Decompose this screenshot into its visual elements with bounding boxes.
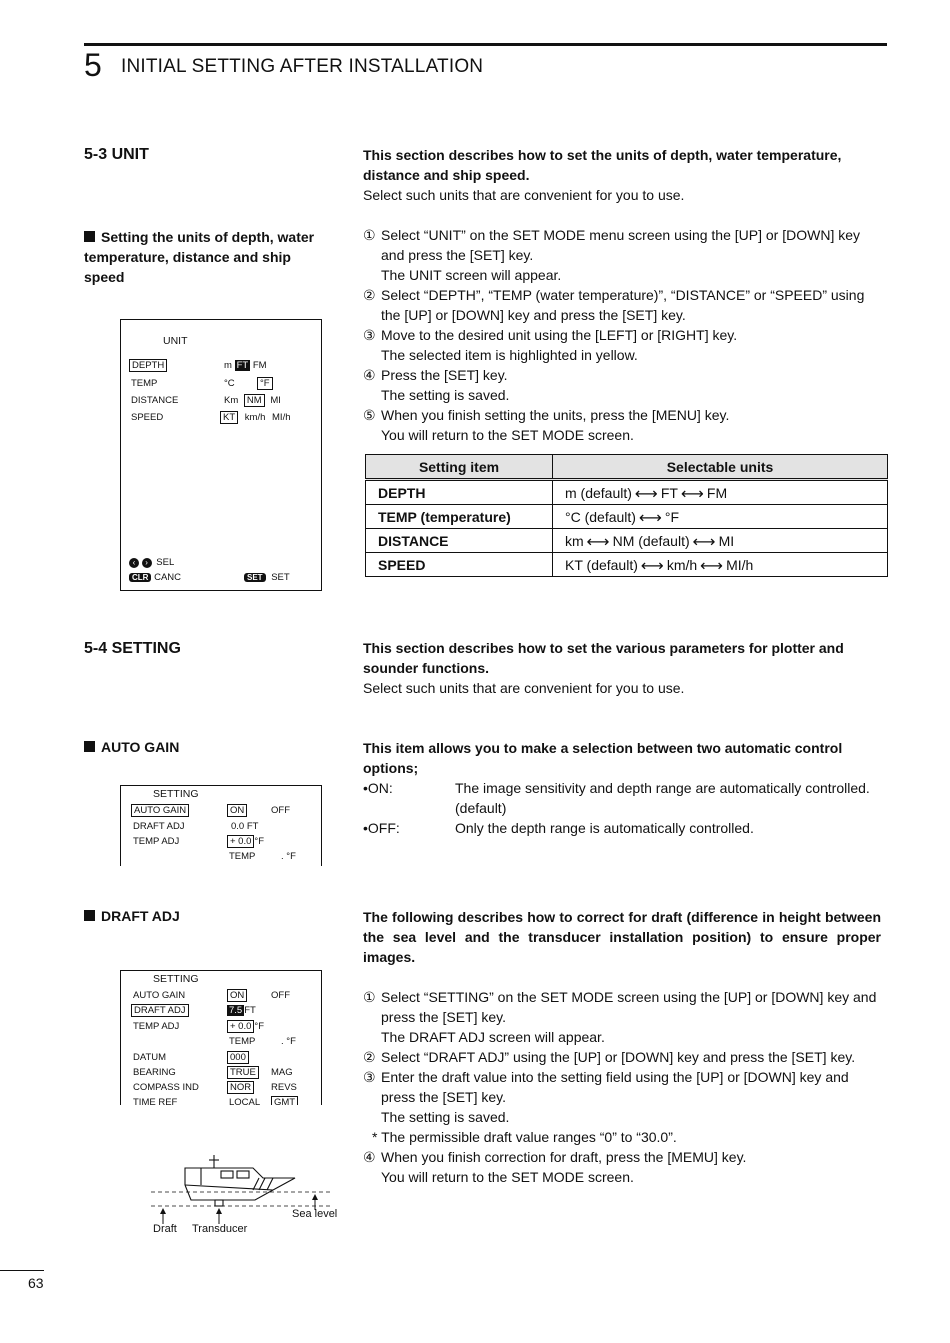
draft-arrow-icon <box>160 1208 166 1214</box>
auto-gain-on-option <box>363 778 881 818</box>
bullet-square-icon <box>84 231 95 242</box>
draft-adj-screen <box>120 970 322 1105</box>
draft-step-1-note: The DRAFT ADJ screen will appear. <box>381 1029 605 1045</box>
draft-adj-description <box>363 907 881 967</box>
right-arrow-icon: › <box>142 558 152 568</box>
table-cell-units: m (default) ⟷ FT ⟷ FM <box>553 480 888 505</box>
unit-screen-title: UNIT <box>163 335 188 347</box>
table-cell-item: DISTANCE <box>366 529 553 553</box>
auto-gain-off: OFF <box>271 990 290 1001</box>
bearing-label: BEARING <box>133 1067 176 1078</box>
temp-reading: . °F <box>281 851 296 862</box>
draft-label: Draft <box>153 1223 177 1235</box>
transducer-label: Transducer <box>192 1223 248 1235</box>
temp-unit-c: °C <box>224 378 235 389</box>
bullet-square-icon <box>84 741 95 752</box>
unit-subheading <box>84 227 334 287</box>
auto-gain-heading-text: AUTO GAIN <box>101 739 180 755</box>
set-key-icon: SET <box>244 573 266 582</box>
time-gmt-selected: GMT <box>271 1096 298 1105</box>
distance-unit-km: Km <box>224 395 239 406</box>
table-row <box>366 505 888 529</box>
datum-value: 000 <box>227 1051 249 1064</box>
units-table <box>365 454 888 577</box>
draft-step-2: ② Select “DRAFT ADJ” using the [UP] or [DOWN] key and press the [SET] key. <box>363 1049 856 1065</box>
depth-unit-m: m <box>224 360 232 371</box>
unit-step-3-note: The selected item is highlighted in yellow. <box>381 347 638 363</box>
double-arrow-icon: ⟷ <box>692 533 716 551</box>
section-title-unit: 5-3 UNIT <box>84 146 149 163</box>
chapter-title: INITIAL SETTING AFTER INSTALLATION <box>121 56 484 77</box>
draft-adj-heading <box>84 906 180 926</box>
temp-adj-unit: °F <box>254 1021 265 1032</box>
distance-unit-mi: MI <box>270 395 281 406</box>
units-table-header <box>366 455 888 480</box>
bearing-true-selected: TRUE <box>227 1066 259 1079</box>
auto-gain-description <box>363 738 881 838</box>
table-row <box>366 480 888 505</box>
unit-step-5: ⑤ When you finish setting the units, press the [MENU] key. <box>363 407 730 423</box>
speed-unit-mih: MI/h <box>272 412 291 423</box>
draft-footnote: * The permissible draft value ranges “0” to “30.0”. <box>372 1129 677 1145</box>
draft-adj-label: DRAFT ADJ <box>133 821 185 832</box>
setting-screen-title: SETTING <box>153 788 199 800</box>
draft-adj-heading-text: DRAFT ADJ <box>101 908 180 924</box>
unit-step-2: ② Select “DEPTH”, “TEMP (water temperature)”, “DISTANCE” or “SPEED” using the [UP] or [DOWN] key and press the [SET] key. <box>363 287 865 323</box>
section-title-setting: 5-4 SETTING <box>84 640 181 657</box>
draft-adj-value-highlighted: 7.5 <box>229 1005 243 1016</box>
left-arrow-icon: ‹ <box>129 558 139 568</box>
unit-intro-text: Select such units that are convenient for you to use. <box>363 187 685 203</box>
transducer-arrow-icon <box>216 1208 222 1214</box>
time-local: LOCAL <box>229 1097 261 1105</box>
setting-intro <box>363 638 881 698</box>
time-ref-label: TIME REF <box>133 1097 178 1105</box>
unit-intro <box>363 145 886 205</box>
double-arrow-icon: ⟷ <box>586 533 610 551</box>
unit-steps <box>363 225 886 445</box>
speed-unit-kt-selected: KT <box>220 411 238 424</box>
off-option-label: •OFF: <box>363 820 400 836</box>
temp-label: TEMP <box>229 1036 256 1047</box>
bearing-mag: MAG <box>271 1067 293 1078</box>
compass-label: COMPASS IND <box>133 1082 199 1093</box>
auto-gain-label: AUTO GAIN <box>133 990 186 1001</box>
double-arrow-icon: ⟷ <box>700 557 724 575</box>
unit-subheading-text: Setting the units of depth, water temperature, distance and ship speed <box>84 229 315 285</box>
table-cell-item: SPEED <box>366 553 553 577</box>
distance-unit-nm-selected: NM <box>244 394 265 407</box>
clr-key-icon: CLR <box>129 573 151 582</box>
auto-gain-off: OFF <box>271 805 290 816</box>
auto-gain-on-selected: ON <box>227 989 247 1002</box>
unit-intro-bold: This section describes how to set the units of depth, water temperature, distance and ship speed. <box>363 147 842 183</box>
datum-label: DATUM <box>133 1052 167 1063</box>
header-rule <box>84 43 887 46</box>
on-option-label: •ON: <box>363 780 393 796</box>
table-cell-item: DEPTH <box>366 480 553 505</box>
sea-level-arrow-icon <box>312 1194 318 1200</box>
draft-step-4: ④ When you finish correction for draft, press the [MEMU] key. <box>363 1149 747 1165</box>
unit-screen <box>120 319 322 591</box>
auto-gain-screen <box>120 785 322 866</box>
canc-label: CANC <box>154 572 182 583</box>
double-arrow-icon: ⟷ <box>680 485 704 503</box>
unit-step-1: ① Select “UNIT” on the SET MODE menu screen using the [UP] or [DOWN] key and press the [SET] key. <box>363 227 861 263</box>
set-label: SET <box>271 572 290 583</box>
sel-label: SEL <box>156 557 175 568</box>
setting-screen-title: SETTING <box>153 973 199 985</box>
depth-unit-ft-selected: FT <box>236 360 249 371</box>
unit-step-5-note: You will return to the SET MODE screen. <box>381 427 634 443</box>
temp-adj-unit: °F <box>254 836 265 847</box>
table-row <box>366 529 888 553</box>
double-arrow-icon: ⟷ <box>640 557 664 575</box>
draft-step-3: ③ Enter the draft value into the setting field using the [UP] or [DOWN] key and press the [SET] key. <box>363 1069 849 1105</box>
unit-row-depth-label: DEPTH <box>129 359 167 372</box>
unit-step-1-note: The UNIT screen will appear. <box>381 267 562 283</box>
temp-adj-label: TEMP ADJ <box>133 1021 180 1032</box>
table-cell-item: TEMP (temperature) <box>366 505 553 529</box>
draft-adj-unit: FT <box>244 1005 256 1016</box>
temp-reading: . °F <box>281 1036 296 1047</box>
draft-step-4-note: You will return to the SET MODE screen. <box>381 1169 634 1185</box>
double-arrow-icon: ⟷ <box>638 509 662 527</box>
speed-unit-kmh: km/h <box>244 412 266 423</box>
chapter-number: 5 <box>84 47 102 83</box>
draft-step-3-note: The setting is saved. <box>381 1109 510 1125</box>
setting-intro-bold: This section describes how to set the various parameters for plotter and sounder functions. <box>363 640 844 676</box>
auto-gain-on-selected: ON <box>227 804 247 817</box>
draft-adj-label-selected: DRAFT ADJ <box>131 1004 189 1017</box>
sea-level-label: Sea level <box>292 1208 338 1220</box>
draft-adj-steps <box>363 987 886 1187</box>
temp-adj-label: TEMP ADJ <box>133 836 180 847</box>
temp-adj-value: + 0.0 <box>227 1020 254 1033</box>
double-arrow-icon: ⟷ <box>634 485 658 503</box>
auto-gain-desc-bold: This item allows you to make a selection between two automatic control options; <box>363 740 843 776</box>
page-number: 63 <box>28 1275 44 1291</box>
page-number-rule <box>0 1270 44 1271</box>
auto-gain-off-option <box>363 818 881 838</box>
temp-unit-f-selected: °F <box>257 377 273 390</box>
compass-revs: REVS <box>271 1082 297 1093</box>
on-option-desc: The image sensitivity and depth range are automatically controlled. <box>455 780 870 796</box>
boat-icon <box>185 1155 295 1206</box>
bullet-square-icon <box>84 910 95 921</box>
table-cell-units: °C (default) ⟷ °F <box>553 505 888 529</box>
off-option-desc: Only the depth range is automatically controlled. <box>455 820 754 836</box>
compass-nor-selected: NOR <box>227 1081 254 1094</box>
table-row <box>366 553 888 577</box>
auto-gain-label: AUTO GAIN <box>131 804 189 817</box>
draft-adj-desc-bold: The following describes how to correct for draft (difference in height between the sea level and the transducer installation position) to ensure proper images. <box>363 909 881 965</box>
table-cell-units: km ⟷ NM (default) ⟷ MI <box>553 529 888 553</box>
on-option-default: (default) <box>455 800 507 816</box>
temp-label: TEMP <box>229 851 256 862</box>
col-header-selectable-units: Selectable units <box>553 455 888 480</box>
draft-adj-value: 0.0 FT <box>231 821 259 832</box>
col-header-setting-item: Setting item <box>366 455 553 480</box>
temp-adj-value: + 0.0 <box>227 835 254 848</box>
draft-step-1: ① Select “SETTING” on the SET MODE screen using the [UP] or [DOWN] key and press the [SET] key. <box>363 989 877 1025</box>
unit-row-temp-label: TEMP <box>131 378 158 389</box>
unit-step-4: ④ Press the [SET] key. <box>363 367 508 383</box>
unit-step-4-note: The setting is saved. <box>381 387 510 403</box>
unit-row-speed-label: SPEED <box>131 412 164 423</box>
unit-step-3: ③ Move to the desired unit using the [LEFT] or [RIGHT] key. <box>363 327 738 343</box>
depth-unit-fm: FM <box>252 360 267 371</box>
setting-intro-text: Select such units that are convenient for you to use. <box>363 680 685 696</box>
unit-row-distance-label: DISTANCE <box>131 395 179 406</box>
auto-gain-heading <box>84 737 179 757</box>
table-cell-units: KT (default) ⟷ km/h ⟷ MI/h <box>553 553 888 577</box>
